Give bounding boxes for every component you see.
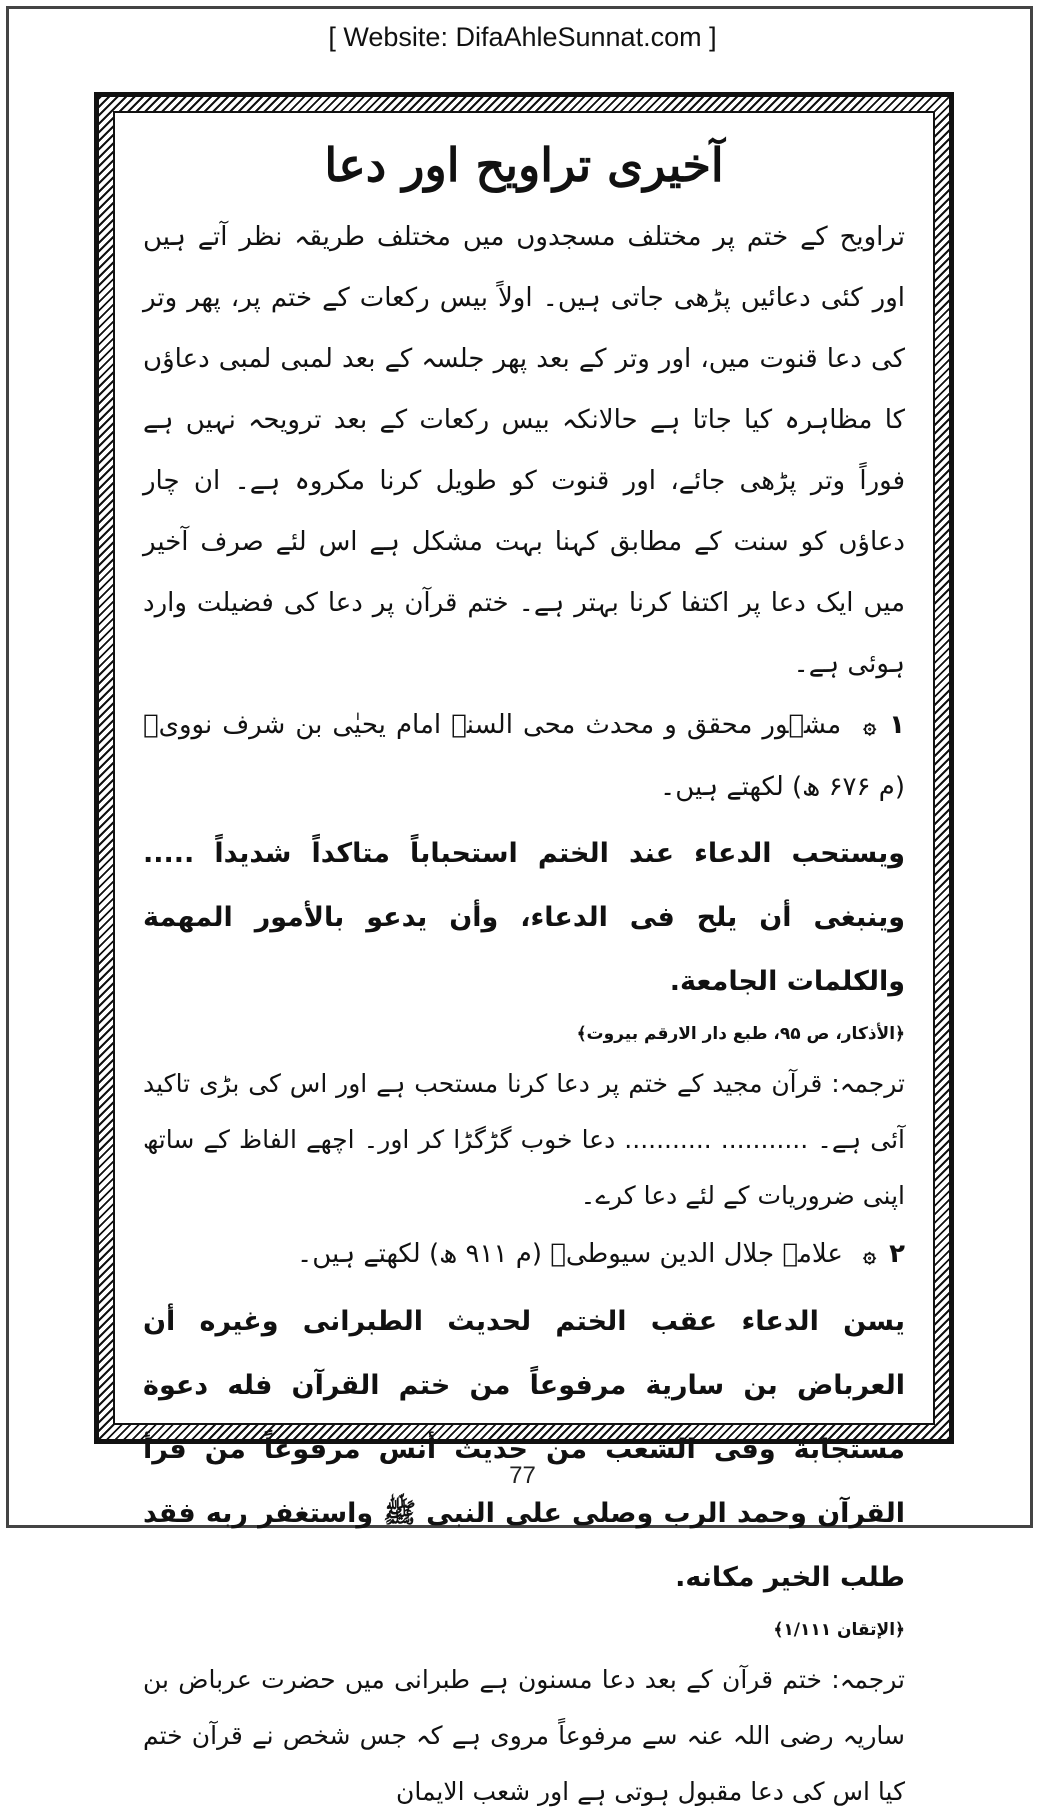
translation-text: قرآن مجید کے ختم پر دعا کرنا مستحب ہے اور اس کی بڑی تاکید آئی ہے۔ ........... ........... دعا خوب گڑگڑا کر اور۔ اچھے الفاظ کے ساتھ اپنی ضروریات کے لئے دعا کرے۔ — [143, 1069, 905, 1210]
section-marker — [863, 1224, 905, 1286]
section-number: ۲ — [889, 1239, 905, 1269]
translation-label: ترجمہ: — [831, 1665, 905, 1694]
section-2 — [143, 1224, 905, 1820]
arabic-quote: یسن الدعاء عقب الختم لحدیث الطبرانی وغیره أن العرباض بن ساریة مرفوعاً من ختم القرآن فله دعوة مستجابة وفی الشعب من حدیث أنس مرفوعاً من قرأ القرآن وحمد الرب وصلی علی النبی ﷺ واستغفر ربه فقد طلب الخیر مکانه. — [143, 1306, 905, 1593]
section-heading: مشہور محقق و محدث محی السنۃ امام یحیٰی بن شرف نوویؒ (م ۶۷۶ ھ) لکھتے ہیں۔ — [143, 710, 905, 802]
translation-paragraph — [143, 1056, 905, 1224]
ornament-icon: ۞ — [863, 714, 877, 739]
translation-paragraph — [143, 1652, 905, 1820]
intro-paragraph: تراویح کے ختم پر مختلف مسجدوں میں مختلف طریقہ نظر آتے ہیں اور کئی دعائیں پڑھی جاتی ہیں۔ اولاً بیس رکعات کے ختم پر، پھر وتر کی دعا قنوت میں، اور وتر کے بعد پھر جلسہ کے بعد لمبی لمبی دعاؤں کا مظاہرہ کیا جاتا ہے حالانکہ بیس رکعات کے بعد ترویحہ نہیں ہے فوراً وتر پڑھی جائے، اور قنوت کو طویل کرنا مکروہ ہے۔ ان چار دعاؤں کو سنت کے مطابق کہنا بہت مشکل ہے اس لئے صرف آخیر میں ایک دعا پر اکتفا کرنا بہتر ہے۔ ختم قرآن پر دعا کی فضیلت وارد ہوئی ہے۔ — [143, 222, 905, 679]
ornament-icon: ۞ — [863, 1243, 877, 1268]
section-heading: علامہ جلال الدین سیوطیؒ (م ۹۱۱ ھ) لکھتے ہیں۔ — [297, 1239, 843, 1269]
section-number: ۱ — [889, 710, 906, 740]
section-1 — [143, 695, 905, 1224]
page-number: 77 — [509, 1462, 536, 1489]
arabic-quote: ویستحب الدعاء عند الختم استحباباً متاکداً شدیداً ..... وینبغی أن یلح فی الدعاء، وأن یدعو بالأمور المهمة والکلمات الجامعة. — [143, 838, 905, 997]
citation: ﴿الأذکار، ص ۹۵، طبع دار الارقم بیروت﴾ — [576, 1024, 905, 1044]
section-marker — [863, 695, 905, 757]
translation-label: ترجمہ: — [831, 1069, 905, 1098]
citation: ﴿الإتقان ۱/۱۱۱﴾ — [773, 1620, 905, 1640]
website-header: [ Website: DifaAhleSunnat.com ] — [328, 22, 717, 52]
translation-text: ختم قرآن کے بعد دعا مسنون ہے طبرانی میں حضرت عرباض بن ساریہ رضی اللہ عنہ سے مرفوعاً مروی ہے کہ جس شخص نے قرآن ختم کیا اس کی دعا مقبول ہوتی ہے اور شعب الایمان — [143, 1665, 905, 1806]
page-title: آخیری تراویح اور دعا — [324, 138, 724, 192]
